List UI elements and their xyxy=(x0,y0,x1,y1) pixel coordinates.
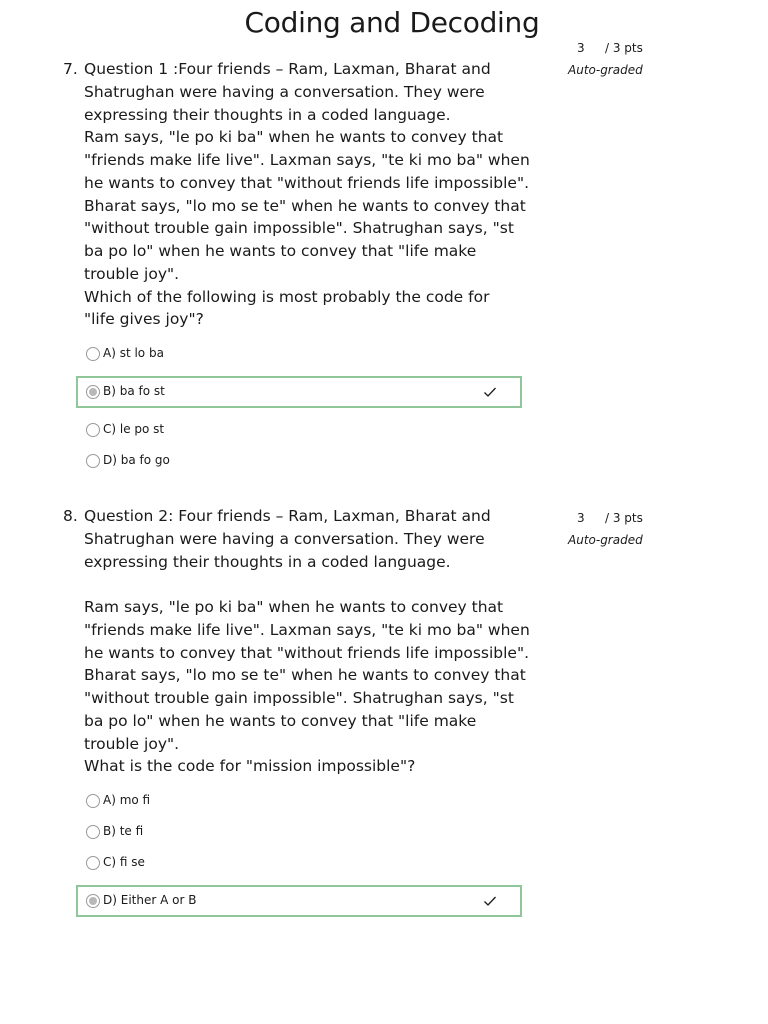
radio-button-icon[interactable] xyxy=(86,454,100,468)
question-number: 7. xyxy=(63,60,78,78)
check-icon xyxy=(482,384,498,400)
option-label: B) te fi xyxy=(103,824,144,838)
radio-button-icon[interactable] xyxy=(86,347,100,361)
answer-option[interactable] xyxy=(76,816,522,848)
question-text: Question 2: Four friends – Ram, Laxman, Bharat and Shatrughan were having a conversation. They were expressing their thoughts in a coded language. Ram says, "le po ki ba" when he wants to convey that "friends make life live". Laxman says, "te ki mo ba" when he wants to convey that "without friends life impossible". Bharat says, "lo mo se te" when he wants to convey that "without trouble gain impossible". Shatrughan says, "st ba po lo" when he wants to convey that "life make trouble joy". What is the code for "mission impossible"? xyxy=(84,507,530,776)
answer-option[interactable] xyxy=(76,414,522,446)
page-title: Coding and Decoding xyxy=(244,6,540,39)
grading-status: Auto-graded xyxy=(568,63,643,77)
answer-option[interactable] xyxy=(76,338,522,370)
radio-button-icon[interactable] xyxy=(86,385,100,399)
radio-button-icon[interactable] xyxy=(86,825,100,839)
answer-option[interactable] xyxy=(76,445,522,477)
option-label: D) Either A or B xyxy=(103,893,197,907)
answer-option[interactable] xyxy=(76,885,522,917)
points-score: 3 xyxy=(577,41,585,55)
radio-button-icon[interactable] xyxy=(86,423,100,437)
answer-option[interactable] xyxy=(76,785,522,817)
option-label: D) ba fo go xyxy=(103,453,170,467)
question-text: Question 1 :Four friends – Ram, Laxman, Bharat and Shatrughan were having a conversation. They were expressing their thoughts in a coded language. Ram says, "le po ki ba" when he wants to convey that "friends make life live". Laxman says, "te ki mo ba" when he wants to convey that "without friends life impossible". Bharat says, "lo mo se te" when he wants to convey that "without trouble gain impossible". Shatrughan says, "st ba po lo" when he wants to convey that "life make trouble joy". Which of the following is most probably the code for "life gives joy"? xyxy=(84,60,530,329)
option-label: B) ba fo st xyxy=(103,384,165,398)
answer-option[interactable] xyxy=(76,847,522,879)
check-icon xyxy=(482,893,498,909)
radio-button-icon[interactable] xyxy=(86,794,100,808)
option-label: A) st lo ba xyxy=(103,346,164,360)
option-label: A) mo fi xyxy=(103,793,151,807)
answer-option[interactable] xyxy=(76,376,522,408)
radio-button-icon[interactable] xyxy=(86,894,100,908)
option-label: C) le po st xyxy=(103,422,165,436)
radio-button-icon[interactable] xyxy=(86,856,100,870)
grading-status: Auto-graded xyxy=(568,533,643,547)
points-total: / 3 pts xyxy=(605,511,643,525)
points-score: 3 xyxy=(577,511,585,525)
points-total: / 3 pts xyxy=(605,41,643,55)
question-number: 8. xyxy=(63,507,78,525)
option-label: C) fi se xyxy=(103,855,145,869)
